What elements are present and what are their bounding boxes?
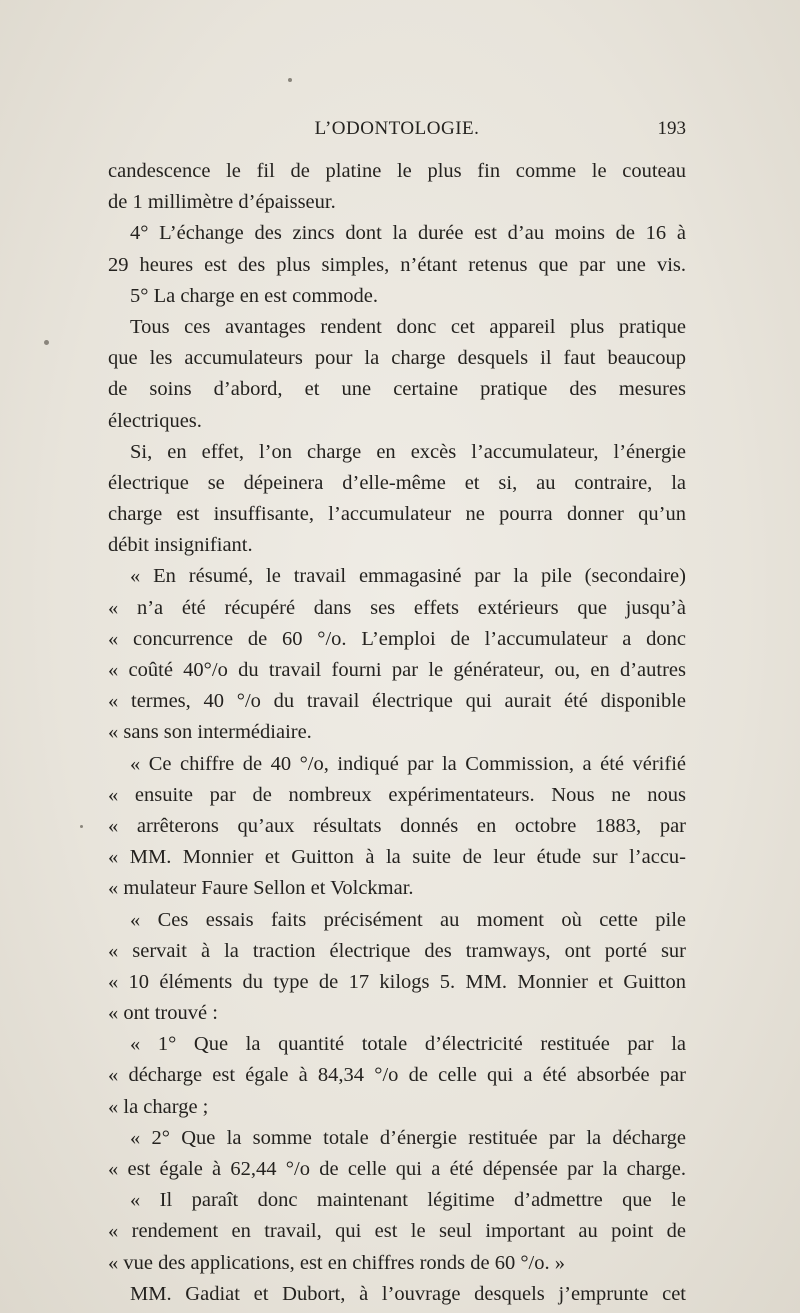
text-line: charge est insuffisante, l’accumulateur ne pourra donner qu’un — [108, 503, 686, 526]
text-line: que les accumulateurs pour la charge desquels il faut beaucoup — [108, 347, 686, 370]
quote-line: « 1° Que la quantité totale d’électricité restituée par la — [130, 1033, 686, 1056]
quote-line: « rendement en travail, qui est le seul important au point de — [108, 1220, 686, 1243]
text-line: 4° L’échange des zincs dont la durée est d’au moins de 16 à — [130, 222, 686, 245]
quote-line: « ensuite par de nombreux expérimentateurs. Nous ne nous — [108, 783, 686, 806]
page-header — [108, 118, 686, 148]
running-title: L’ODONTOLOGIE. — [314, 118, 480, 139]
quote-line: « 2° Que la somme totale d’énergie restituée par la décharge — [130, 1126, 686, 1149]
quote-line: « termes, 40 °/o du travail électrique qui aurait été disponible — [108, 690, 686, 713]
quote-line: « décharge est égale à 84,34 °/o de celle qui a été absorbée par — [108, 1064, 686, 1087]
quote-line: « 10 éléments du type de 17 kilogs 5. MM. Monnier et Guitton — [108, 970, 686, 993]
quote-line: « En résumé, le travail emmagasiné par la pile (secondaire) — [130, 565, 686, 588]
quote-line: « servait à la traction électrique des tramways, ont porté sur — [108, 939, 686, 962]
print-speck — [80, 825, 83, 828]
quote-line: « MM. Monnier et Guitton à la suite de leur étude sur l’accu- — [108, 846, 686, 869]
text-line: de 1 millimètre d’épaisseur. — [108, 191, 336, 214]
text-line: Si, en effet, l’on charge en excès l’accumulateur, l’énergie — [130, 440, 686, 463]
print-speck — [44, 340, 49, 345]
text-line: MM. Gadiat et Dubort, à l’ouvrage desquels j’emprunte cet — [130, 1282, 686, 1305]
quote-line: « ont trouvé : — [108, 1002, 218, 1025]
text-line: 5° La charge en est commode. — [130, 284, 379, 307]
quote-line: « mulateur Faure Sellon et Volckmar. — [108, 877, 414, 900]
quote-line: « sans son intermédiaire. — [108, 721, 312, 744]
text-line: de soins d’abord, et une certaine pratique des mesures — [108, 378, 686, 401]
text-line: électrique se dépeinera d’elle-même et si, au contraire, la — [108, 471, 686, 494]
quote-line: « concurrence de 60 °/o. L’emploi de l’accumulateur a donc — [108, 627, 686, 650]
quote-line: « n’a été récupéré dans ses effets extérieurs que jusqu’à — [108, 596, 686, 619]
text-line: débit insignifiant. — [108, 534, 253, 557]
quote-line: « Il paraît donc maintenant légitime d’admettre que le — [130, 1189, 686, 1212]
print-speck — [288, 78, 292, 82]
quote-line: « Ce chiffre de 40 °/o, indiqué par la Commission, a été vérifié — [130, 752, 686, 775]
quote-line: « coûté 40°/o du travail fourni par le générateur, ou, en d’autres — [108, 659, 686, 681]
page-number: 193 — [657, 118, 686, 139]
text-line: Tous ces avantages rendent donc cet appareil plus pratique — [130, 315, 686, 338]
quote-line: « Ces essais faits précisément au moment où cette pile — [130, 908, 686, 931]
quote-line: « est égale à 62,44 °/o de celle qui a été dépensée par la charge. — [108, 1158, 686, 1180]
quote-line: « vue des applications, est en chiffres ronds de 60 °/o. » — [108, 1251, 566, 1274]
quote-line: « arrêterons qu’aux résultats donnés en octobre 1883, par — [108, 814, 686, 837]
text-line: candescence le fil de platine le plus fin comme le couteau — [108, 160, 686, 182]
body-text — [108, 156, 686, 1310]
text-line: 29 heures est des plus simples, n’étant retenus que par une vis. — [108, 253, 686, 276]
quote-line: « la charge ; — [108, 1095, 209, 1118]
text-line: électriques. — [108, 409, 202, 432]
